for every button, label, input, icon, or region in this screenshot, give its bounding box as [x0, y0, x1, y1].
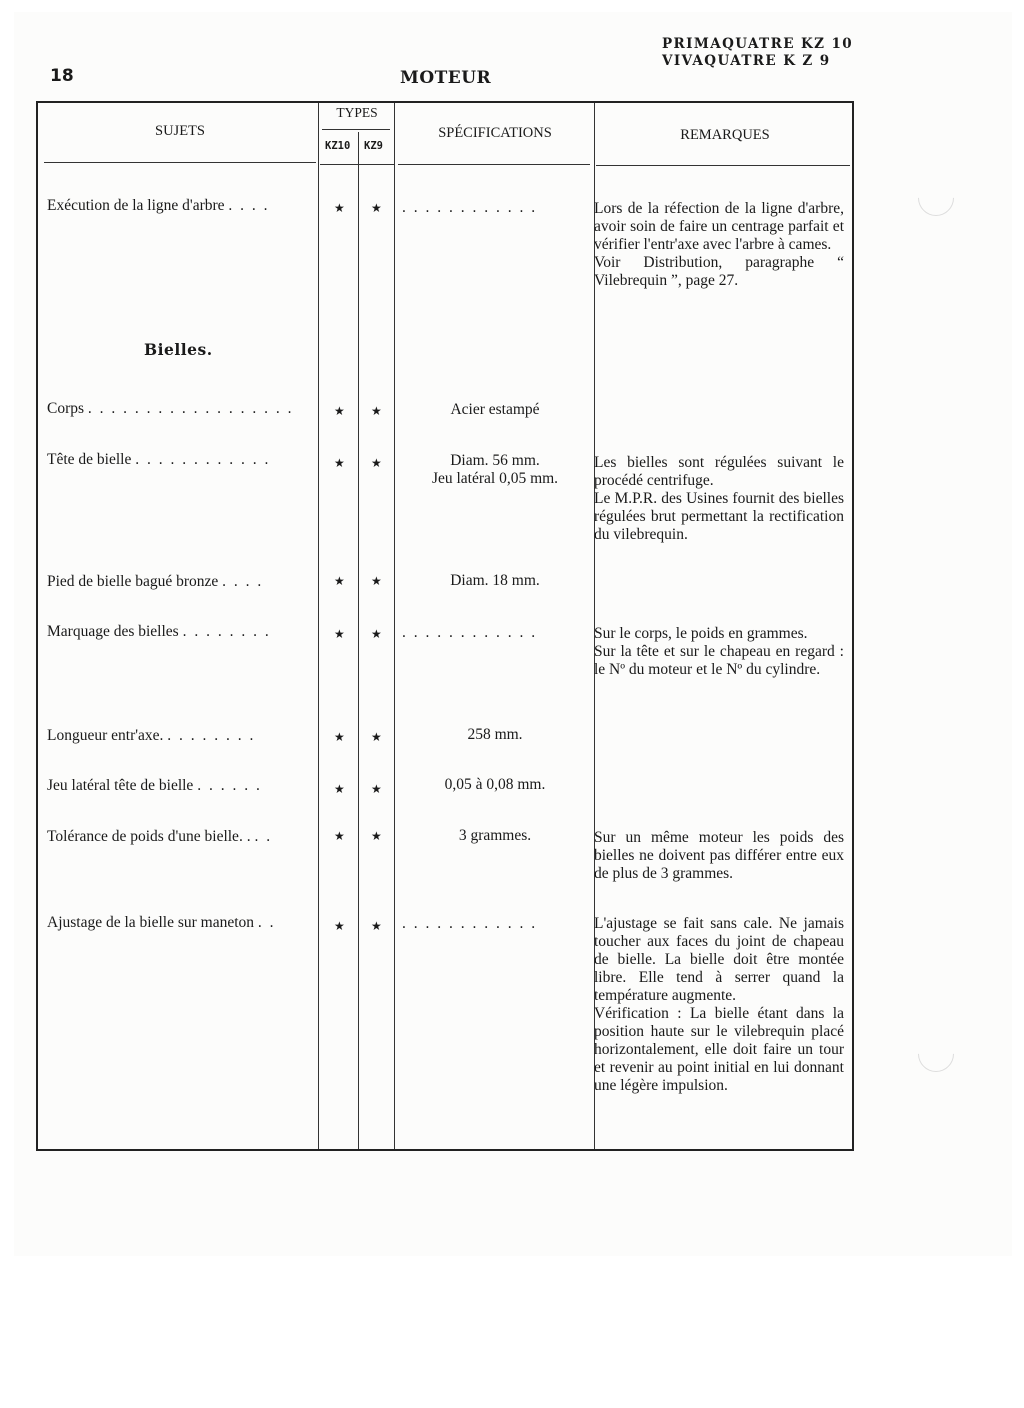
spec-dots: . . . . . . . . . . . .: [402, 199, 538, 216]
star-icon: ★: [371, 201, 382, 215]
page-number: 18: [50, 66, 74, 86]
column-header-types: TYPES: [336, 105, 378, 120]
spec-value: Diam. 56 mm. Jeu latéral 0,05 mm.: [431, 452, 559, 487]
header-rule: [596, 165, 850, 166]
star-icon: ★: [334, 730, 345, 744]
page-title: MOTEUR: [400, 68, 492, 88]
column-header-subjects: SUJETS: [155, 123, 205, 139]
model-label-kz10: PRIMAQUATRE KZ 10: [662, 36, 854, 52]
spec-value: 258 mm.: [467, 726, 523, 743]
star-icon: ★: [334, 627, 345, 641]
star-icon: ★: [371, 456, 382, 470]
star-icon: ★: [371, 919, 382, 933]
table-row-remark: Sur le corps, le poids en grammes. Sur la tête et sur le chapeau en regard : le Nº du moteur et le Nº du cylindre.: [594, 625, 844, 678]
section-title: Bielles.: [144, 340, 213, 359]
table-row-subject: Longueur entr'axe. . . . . . . . .: [47, 727, 256, 744]
column-header-specifications: SPÉCIFICATIONS: [438, 125, 552, 141]
star-icon: ★: [334, 201, 345, 215]
table-row-subject: Tête de bielle . . . . . . . . . . . .: [47, 451, 271, 468]
column-header-remarks: REMARQUES: [680, 127, 770, 143]
column-divider: [394, 103, 395, 1149]
spec-value: 0,05 à 0,08 mm.: [444, 776, 546, 793]
model-label-kz9: VIVAQUATRE K Z 9: [662, 53, 831, 69]
column-header-kz9: KZ9: [364, 140, 383, 152]
column-divider: [358, 132, 359, 1149]
table-row-remark: Sur un même moteur les poids des bielles ne doivent pas différer entre eux de plus de 3 grammes.: [594, 829, 844, 882]
star-icon: ★: [334, 829, 345, 843]
table-row-subject: Corps . . . . . . . . . . . . . . . . . .: [47, 400, 294, 417]
spec-value: 3 grammes.: [458, 827, 532, 844]
spec-dots: . . . . . . . . . . . .: [402, 915, 538, 932]
star-icon: ★: [334, 919, 345, 933]
header-rule: [320, 164, 394, 165]
header-rule: [398, 164, 590, 165]
star-icon: ★: [334, 574, 345, 588]
table-row-remark: Les bielles sont régulées suivant le procédé centrifuge. Le M.P.R. des Usines fournit des bielles régulées brut permettant la rectification du vilebrequin.: [594, 454, 844, 543]
table-row-subject: Exécution de la ligne d'arbre . . . .: [47, 197, 270, 214]
star-icon: ★: [371, 730, 382, 744]
table-row-subject: Tolérance de poids d'une bielle. . . .: [47, 828, 273, 845]
star-icon: ★: [371, 829, 382, 843]
spec-dots: . . . . . . . . . . . .: [402, 624, 538, 641]
types-rule: [322, 129, 390, 130]
table-row-subject: Pied de bielle bagué bronze . . . .: [47, 573, 264, 590]
star-icon: ★: [334, 782, 345, 796]
column-divider: [318, 103, 319, 1149]
table-row-subject: Marquage des bielles . . . . . . . .: [47, 623, 271, 640]
column-header-kz10: KZ10: [325, 140, 351, 152]
star-icon: ★: [334, 404, 345, 418]
spec-value: Diam. 18 mm.: [450, 572, 540, 589]
table-row-remark: Lors de la réfection de la ligne d'arbre, avoir soin de faire un centrage parfait et vérifier l'entr'axe avec l'arbre à cames. Voir Distribution, paragraphe “ Vilebrequin ”, page 27.: [594, 200, 844, 289]
table-row-subject: Ajustage de la bielle sur maneton . .: [47, 914, 276, 931]
spec-value: Acier estampé: [450, 401, 540, 418]
star-icon: ★: [334, 456, 345, 470]
star-icon: ★: [371, 627, 382, 641]
star-icon: ★: [371, 404, 382, 418]
star-icon: ★: [371, 782, 382, 796]
star-icon: ★: [371, 574, 382, 588]
table-row-remark: L'ajustage se fait sans cale. Ne jamais toucher aux faces du joint de chapeau de bielle. La bielle doit être montée libre. Elle tend à serrer quand la température augmente. Vérification : La bielle étant dans la position haute sur le vilebrequin placé horizontalement, elle doit faire un tour et revenir au point initial en lui donnant une légère impulsion.: [594, 915, 844, 1094]
header-rule: [44, 162, 316, 163]
table-row-subject: Jeu latéral tête de bielle . . . . . .: [47, 777, 262, 794]
